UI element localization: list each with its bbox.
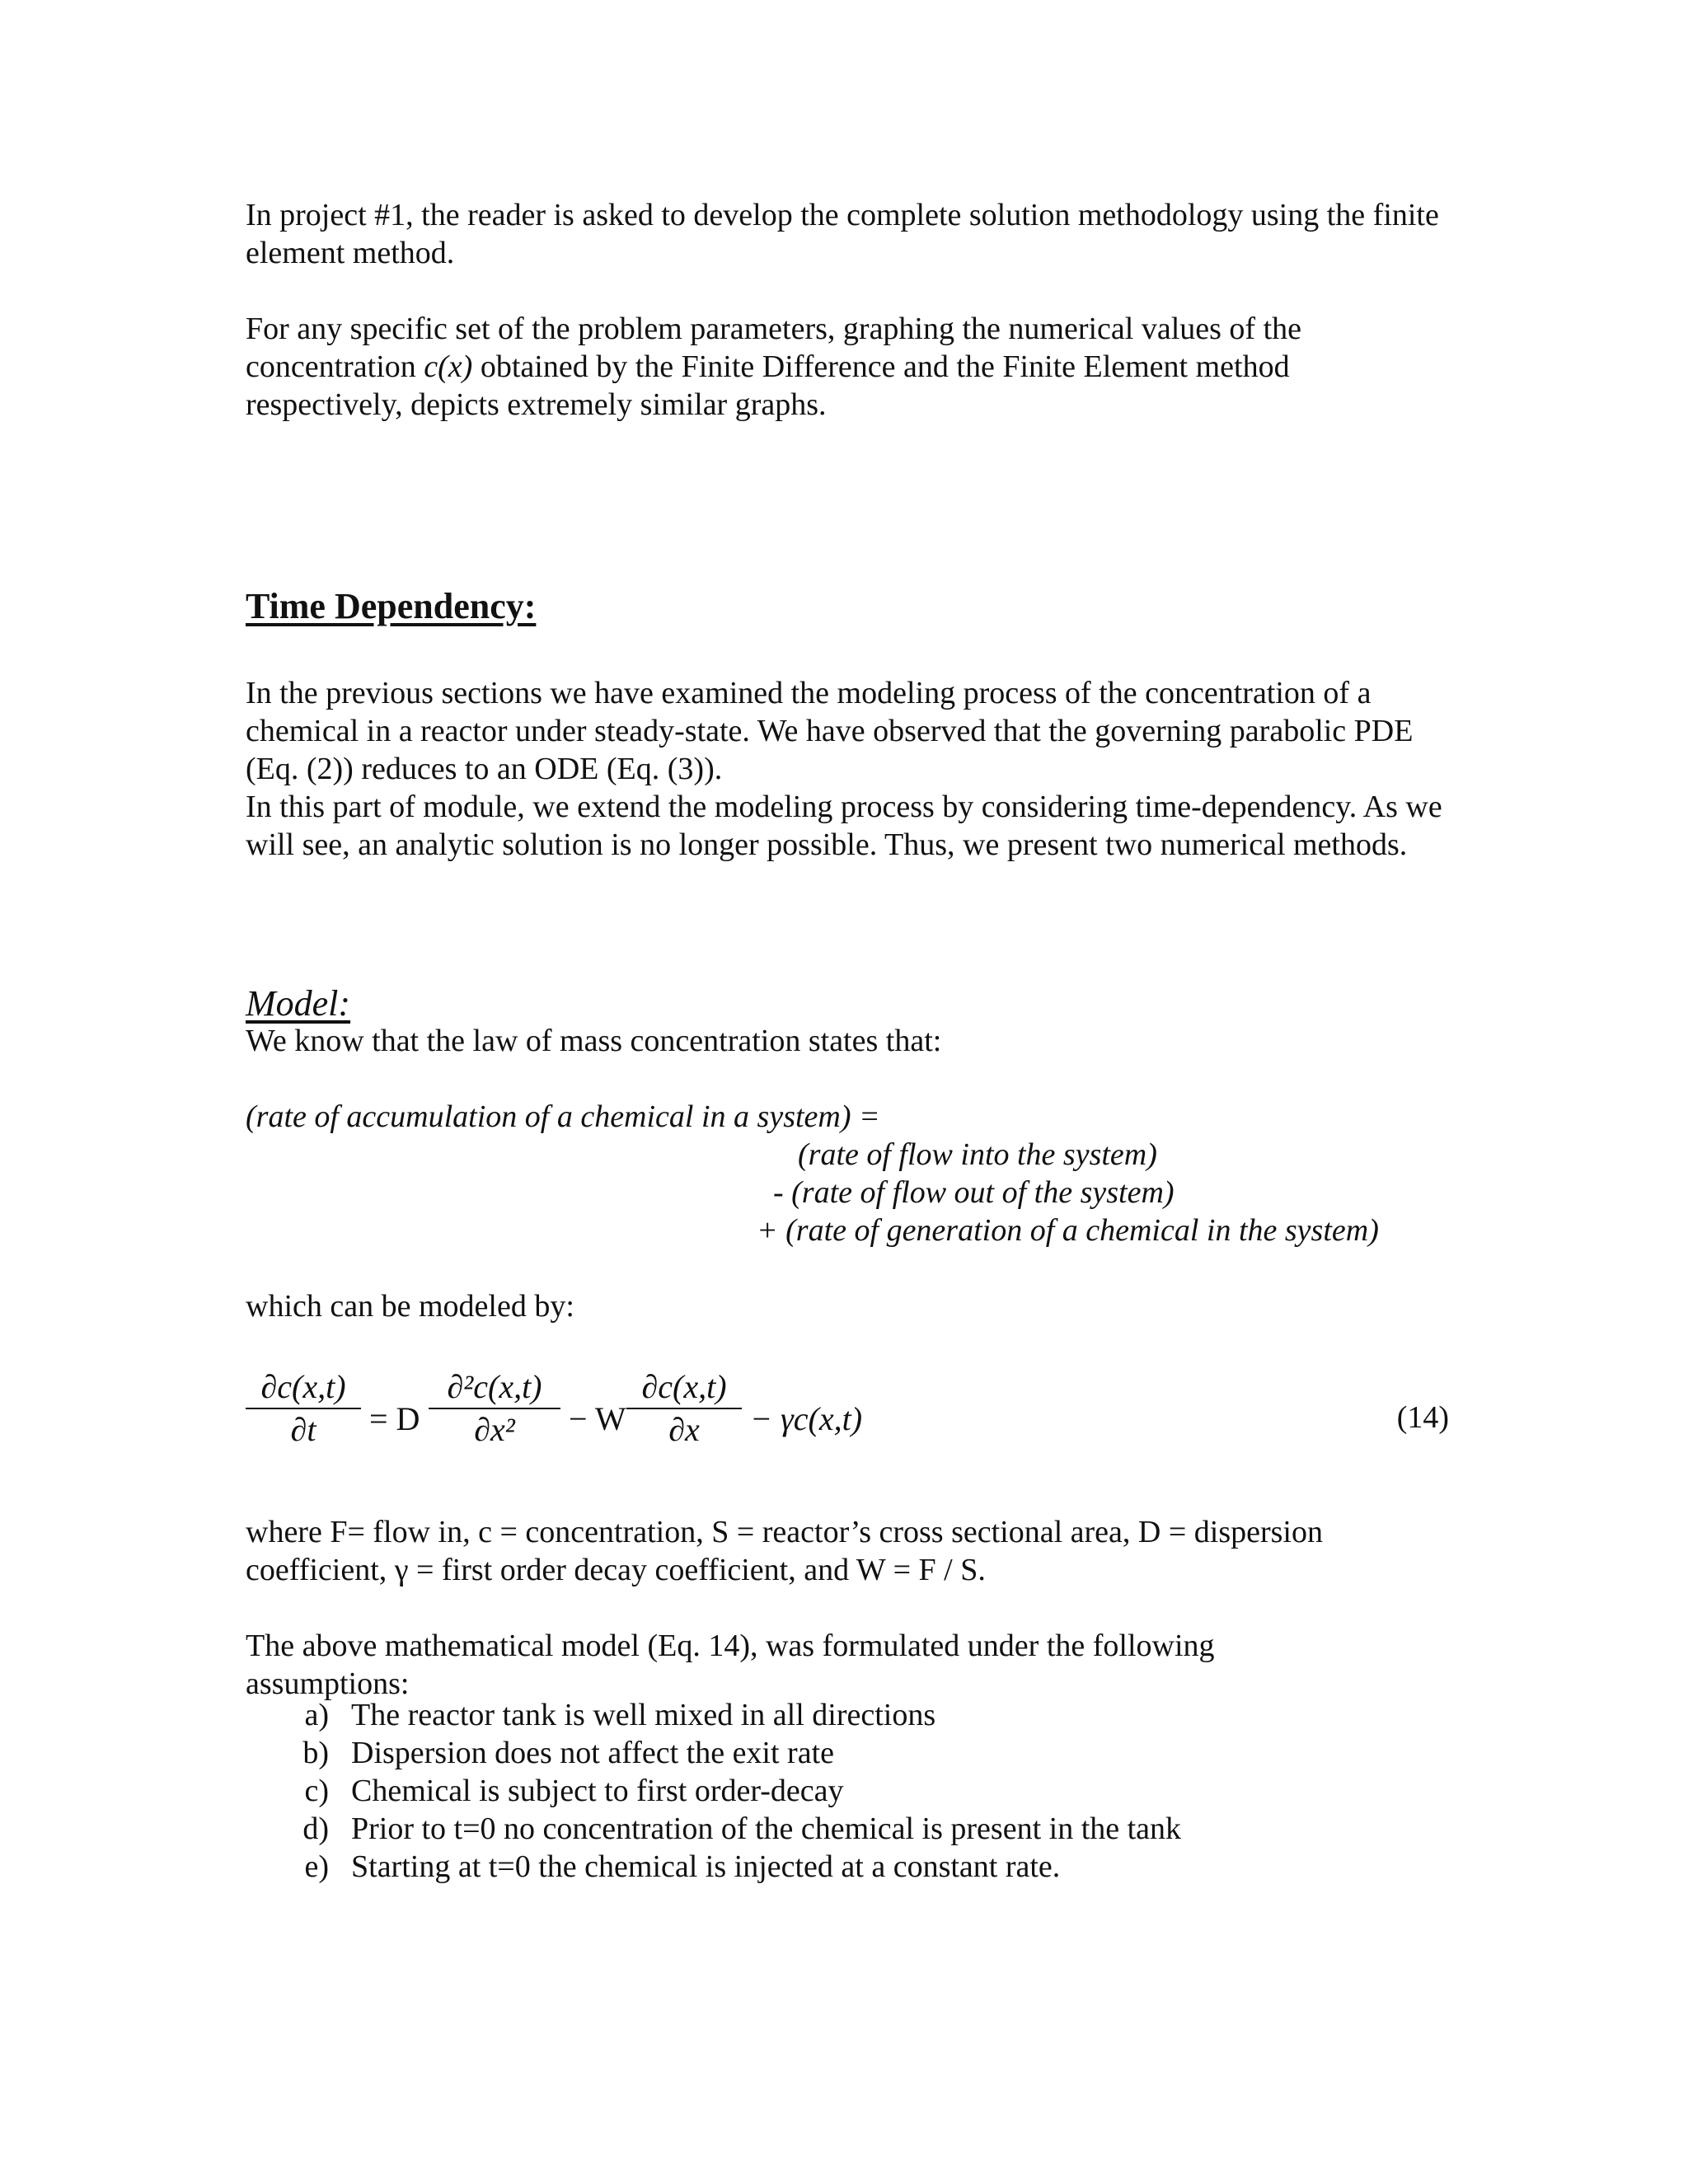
intro-p2-text-a: For any specific set of the problem parameters, graphing the numerical values of the concentration [246, 312, 1301, 384]
equation-14 [246, 1368, 1449, 1467]
law-intro: We know that the law of mass concentration states that: [246, 1024, 942, 1058]
intro-paragraph-2 [246, 310, 1449, 424]
assumption-item: b. Dispersion does not affect the exit rate [345, 1734, 1181, 1772]
definitions-line-2: coefficient, γ = first order decay coefficient, and W = F / S. [246, 1553, 986, 1587]
equals-D: = D [369, 1400, 420, 1437]
assumption-item: a. The reactor tank is well mixed in all directions [345, 1696, 1181, 1734]
law-line-flow-in: (rate of flow into the system) [798, 1137, 1157, 1172]
assumption-item: c. Chemical is subject to first order-decay [345, 1772, 1181, 1810]
lhs-denominator: ∂t [290, 1411, 316, 1448]
assumptions-list [295, 1696, 1181, 1886]
intro-paragraph-1: In project #1, the reader is asked to develop the complete solution methodology using the finite element method. [246, 198, 1439, 270]
second-derivative-denominator: ∂x² [474, 1411, 515, 1448]
time-dependency-paragraph-2: In this part of module, we extend the modeling process by considering time-dependency. As we will see, an analytic solution is no longer possible. Thus, we present two numerical methods. [246, 790, 1442, 862]
section-heading-time-dependency: Time Dependency: [246, 586, 537, 626]
assumption-item: e. Starting at t=0 the chemical is injected at a constant rate. [345, 1848, 1181, 1886]
second-derivative-numerator: ∂²c(x,t) [447, 1368, 542, 1405]
time-dependency-paragraph-1: In the previous sections we have examined the modeling process of the concentration of a chemical in a reactor under steady-state. We have observed that the governing parabolic PDE (Eq. (2)) reduces to an ODE (Eq. (3)). [246, 676, 1414, 786]
equation-number: (14) [1396, 1400, 1449, 1435]
first-derivative-denominator: ∂x [668, 1411, 700, 1448]
lhs-numerator: ∂c(x,t) [260, 1368, 346, 1405]
lhs-fraction [246, 1368, 361, 1449]
modeled-by-text: which can be modeled by: [246, 1289, 574, 1324]
second-derivative-bar [429, 1408, 560, 1409]
definitions-line-1: where F= flow in, c = concentration, S = reactor’s cross sectional area, D = dispersion [246, 1515, 1323, 1549]
lhs-fraction-bar [246, 1408, 361, 1409]
decay-term: − γc(x,t) [750, 1400, 863, 1437]
law-line-flow-out: - (rate of flow out of the system) [773, 1175, 1175, 1210]
law-line-accumulation: (rate of accumulation of a chemical in a system) = [246, 1099, 880, 1134]
first-derivative-fraction [626, 1368, 742, 1449]
law-line-generation: + (rate of generation of a chemical in the system) [757, 1213, 1379, 1248]
first-derivative-numerator: ∂c(x,t) [641, 1368, 727, 1405]
intro-p2-text-b: obtained by the Finite Difference and the Finite Element method respectively, depicts extremely similar graphs. [246, 349, 1290, 422]
assumptions-intro: The above mathematical model (Eq. 14), was formulated under the following assumptions: [246, 1629, 1215, 1701]
section-heading-model: Model: [246, 983, 351, 1024]
second-derivative-fraction [429, 1368, 560, 1449]
minus-W: − W [569, 1400, 626, 1437]
assumption-item: d. Prior to t=0 no concentration of the chemical is present in the tank [345, 1810, 1181, 1848]
first-derivative-bar [626, 1408, 742, 1409]
intro-p2-cx: c(x) [424, 349, 473, 384]
